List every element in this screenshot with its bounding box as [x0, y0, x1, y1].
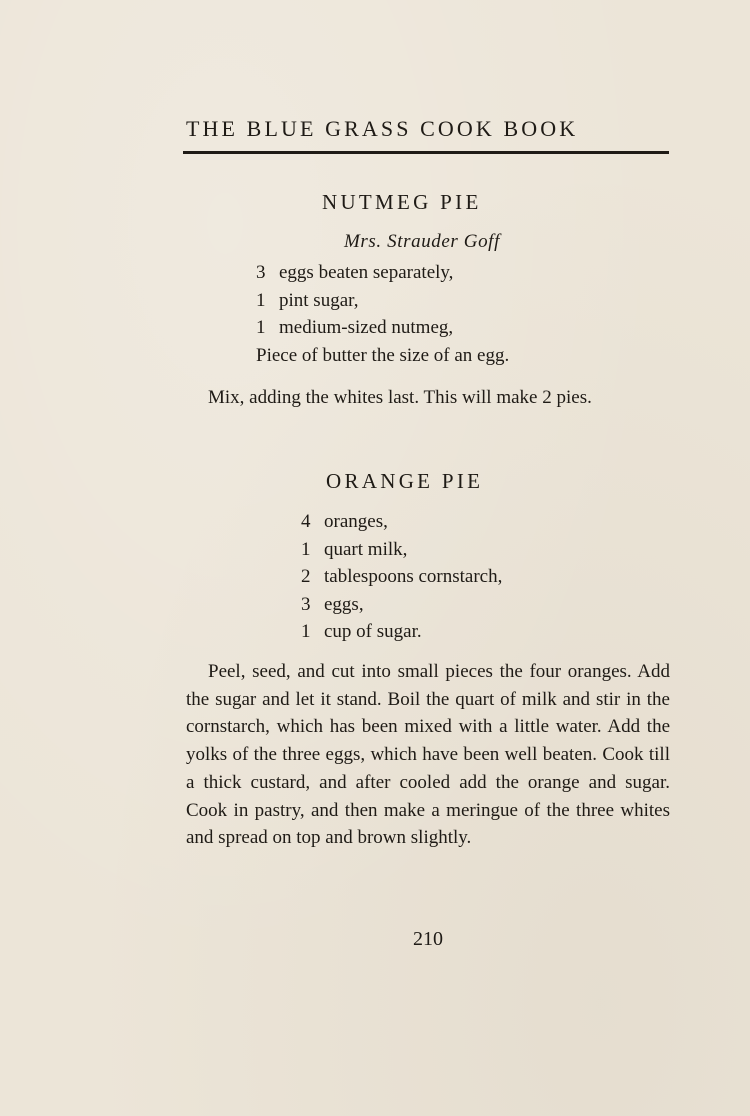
ingredient-item: [256, 314, 509, 342]
ingredient-text: Piece of butter the size of an egg.: [256, 344, 510, 366]
page-number-text: 210: [413, 928, 443, 950]
ingredient-list-orange-pie: [301, 508, 502, 646]
ingredient-item: [301, 563, 502, 591]
ingredient-text: eggs beaten separately,: [279, 262, 454, 283]
recipe-directions-nutmeg-pie: Mix, adding the whites last. This will make 2 pies.: [208, 387, 592, 408]
running-head: THE BLUE GRASS COOK BOOK: [186, 116, 579, 141]
ingredient-list-nutmeg-pie: [256, 259, 509, 369]
ingredient-text: medium-sized nutmeg,: [279, 317, 454, 338]
recipe-directions-orange-pie: Peel, seed, and cut into small pieces the four oranges. Add the sugar and let it stand. Boil the quart of milk and stir in the cornstarch, which has been mixed with a little water. Add the yolks of the three eggs, which have been well beaten. Cook till a thick custard, and after cooled add the orange and sugar. Cook in pastry, and then make a meringue of the three whites and spread on top and brown slightly.: [186, 661, 670, 849]
ingredient-item: [301, 536, 502, 564]
header-rule: [183, 151, 669, 154]
ingredient-item: [301, 591, 502, 619]
ingredient-item: [301, 508, 502, 536]
ingredient-text: pint sugar,: [279, 289, 359, 311]
ingredient-item: [301, 618, 502, 646]
recipe-title-nutmeg-pie: NUTMEG PIE: [322, 190, 482, 214]
ingredient-item: [256, 259, 509, 287]
ingredient-quantity: 3: [301, 593, 311, 615]
recipe-title-orange-pie: ORANGE PIE: [326, 469, 484, 493]
ingredient-quantity: 1: [256, 317, 266, 338]
ingredient-quantity: 1: [256, 289, 266, 311]
ingredient-text: cup of sugar.: [324, 621, 422, 642]
ingredient-quantity: 4: [301, 511, 311, 532]
ingredient-item: [256, 342, 509, 370]
ingredient-text: quart milk,: [324, 538, 408, 560]
ingredient-quantity: 1: [301, 538, 311, 560]
ingredient-text: tablespoons cornstarch,: [324, 566, 503, 587]
ingredient-quantity: 1: [301, 621, 311, 642]
ingredient-item: [256, 287, 509, 315]
recipe-author: Mrs. Strauder Goff: [344, 231, 500, 252]
page-number: [0, 928, 750, 951]
ingredient-text: oranges,: [324, 511, 388, 532]
ingredient-text: eggs,: [324, 593, 364, 615]
ingredient-quantity: 2: [301, 566, 311, 587]
ingredient-quantity: 3: [256, 262, 266, 283]
